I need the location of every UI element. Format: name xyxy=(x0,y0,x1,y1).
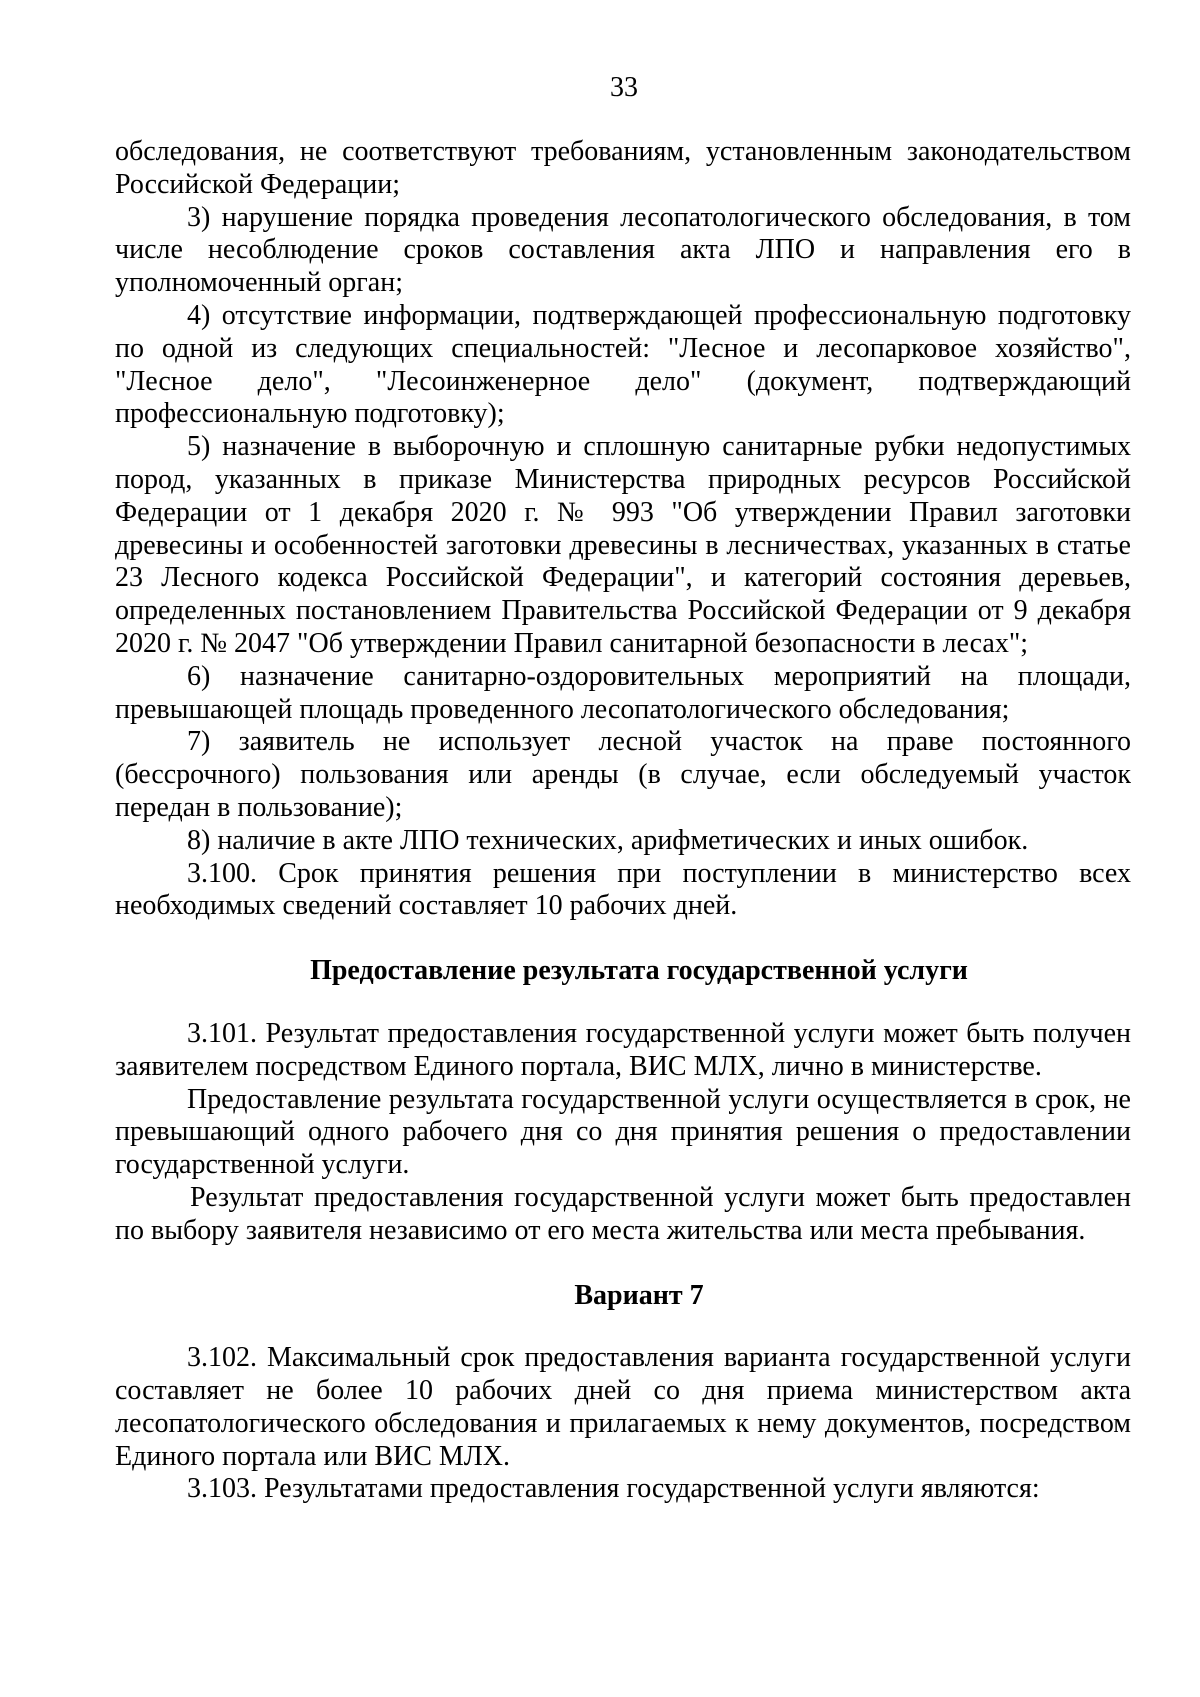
paragraph-3-103: 3.103. Результатами предоставления государственной услуги являются: xyxy=(187,1473,1040,1505)
document-body xyxy=(115,136,1131,1506)
section-heading-result: Предоставление результата государственной услуги xyxy=(310,955,968,987)
paragraph-continuation: обследования, не соответствуют требованиям, установленным законодательством Российской Федерации; xyxy=(115,136,1131,200)
paragraph-3-100: 3.100. Срок принятия решения при поступлении в министерство всех необходимых сведений составляет 10 рабочих дней. xyxy=(115,857,1131,922)
list-item-3: 3) нарушение порядка проведения лесопатологического обследования, в том числе несоблюдение сроков составления акта ЛПО и направления его в уполномоченный орган; xyxy=(115,201,1131,299)
paragraph-result-choice: Результат предоставления государственной услуги может быть предоставлен по выбору заявителя независимо от его места жительства или места пребывания. xyxy=(115,1181,1131,1246)
list-item-8: 8) наличие в акте ЛПО технических, арифметических и иных ошибок. xyxy=(187,824,1029,856)
list-item-6: 6) назначение санитарно-оздоровительных мероприятий на площади, превышающей площадь проведенного лесопатологического обследования; xyxy=(115,660,1131,725)
paragraph-3-101: 3.101. Результат предоставления государственной услуги может быть получен заявителем посредством Единого портала, ВИС МЛХ, лично в министерстве. xyxy=(115,1017,1131,1082)
list-item-7: 7) заявитель не использует лесной участок на праве постоянного (бессрочного) пользования или аренды (в случае, если обследуемый участок передан в пользование); xyxy=(115,726,1131,823)
paragraph-3-102: 3.102. Максимальный срок предоставления варианта государственной услуги составляет не более 10 рабочих дней со дня приема министерством акта лесопатологического обследования и прилагаемых к нему документов, посредством Единого портала или ВИС МЛХ. xyxy=(115,1342,1131,1472)
list-item-4: 4) отсутствие информации, подтверждающей профессиональную подготовку по одной из следующих специальностей: "Лесное и лесопарковое хозяйство", "Лесное дело", "Лесоинженерное дело" (документ, подтверждающий профессиональную подготовку); xyxy=(115,299,1131,430)
page-number: 33 xyxy=(610,72,638,103)
paragraph-result-deadline: Предоставление результата государственной услуги осуществляется в срок, не превышающий одного рабочего дня со дня принятия решения о предоставлении государственной услуги. xyxy=(115,1083,1131,1181)
section-heading-variant-7: Вариант 7 xyxy=(574,1279,704,1311)
list-item-5: 5) назначение в выборочную и сплошную санитарные рубки недопустимых пород, указанных в приказе Министерства природных ресурсов Российской Федерации от 1 декабря 2020 г. № 993 "Об утверждении Правил заготовки древесины и особенностей заготовки древесины в лесничествах, указанных в статье 23 Лесного кодекса Российской Федерации", и категорий состояния деревьев, определенных постановлением Правительства Российской Федерации от 9 декабря 2020 г. № 2047 "Об утверждении Правил санитарной безопасности в лесах"; xyxy=(115,431,1131,659)
